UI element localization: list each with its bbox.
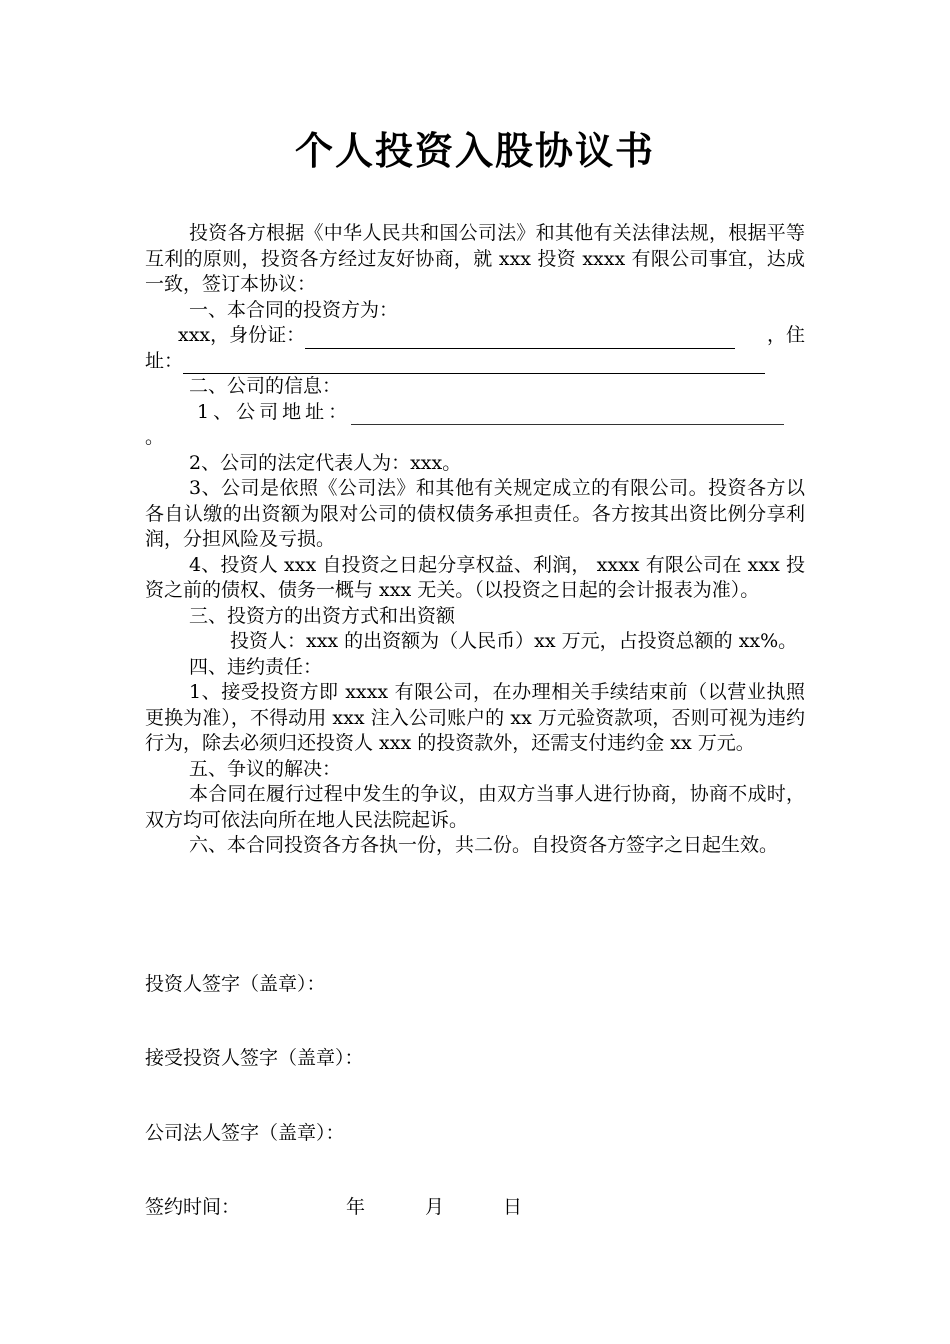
- investor-address-line: [145, 349, 805, 375]
- section-2-heading: 二、公司的信息：: [189, 375, 342, 397]
- date-year: 年: [346, 1196, 366, 1218]
- date-day: 日: [503, 1196, 523, 1218]
- company-address-end: 。: [145, 426, 165, 448]
- section-6-clause: 六、本合同投资各方各执一份，共二份。自投资各方签字之日起生效。: [189, 834, 779, 856]
- address-suffix: ，住: [766, 324, 805, 346]
- investor-id-label: xxx，身份证：: [178, 324, 306, 346]
- profit-sharing: 4、投资人 xxx 自投资之日起分享权益、利润， xxxx 有限公司在 xxx 投资之前的债权、债务一概与 xxx 无关。（以投资之日起的会计报表为准）。: [145, 553, 805, 601]
- id-number-blank[interactable]: [305, 328, 735, 349]
- section-4-heading: 四、违约责任：: [189, 655, 323, 678]
- signing-date-label: 签约时间：: [145, 1196, 241, 1218]
- company-address-line: [145, 400, 805, 426]
- company-address-label: 1、公司地址：: [197, 400, 352, 423]
- legal-rep-signature: 公司法人签字（盖章）：: [145, 1122, 345, 1144]
- address-blank[interactable]: [183, 353, 765, 374]
- document-title: 个人投资入股协议书: [294, 128, 655, 173]
- company-address-blank[interactable]: [351, 404, 784, 425]
- legal-representative: 2、公司的法定代表人为：xxx。: [189, 451, 462, 474]
- receiver-signature: 接受投资人签字（盖章）：: [145, 1047, 364, 1069]
- date-month: 月: [425, 1196, 445, 1218]
- address-label: 址：: [145, 349, 184, 372]
- document-body: [145, 221, 805, 859]
- section-5-heading: 五、争议的解决：: [189, 757, 342, 780]
- dispute-clause: 本合同在履行过程中发生的争议，由双方当事人进行协商，协商不成时，双方均可依法向所在地人民法院起诉。: [145, 783, 805, 831]
- section-3-heading: 三、投资方的出资方式和出资额: [189, 604, 456, 627]
- investor-signature: 投资人签字（盖章）：: [145, 973, 326, 995]
- investor-id-line: [145, 323, 805, 349]
- investment-amount: 投资人：xxx 的出资额为（人民币）xx 万元，占投资总额的 xx%。: [230, 630, 798, 652]
- company-liability: 3、公司是依照《公司法》和其他有关规定成立的有限公司。投资各方以各自认缴的出资额为限对公司的债权债务承担责任。各方按其出资比例分享利润，分担风险及亏损。: [145, 477, 805, 550]
- breach-clause: 1、接受投资方即 xxxx 有限公司，在办理相关手续结束前（以营业执照更换为准），不得动用 xxx 注入公司账户的 xx 万元验资款项，否则可视为违约行为，除去必须归还投资人 xxx 的投资款外，还需支付违约金 xx 万元。: [145, 681, 805, 754]
- section-1-heading: 一、本合同的投资方为：: [189, 298, 399, 321]
- intro-paragraph: 投资各方根据《中华人民共和国公司法》和其他有关法律法规，根据平等互利的原则，投资各方经过友好协商，就 xxx 投资 xxxx 有限公司事宜，达成一致，签订本协议：: [145, 222, 805, 295]
